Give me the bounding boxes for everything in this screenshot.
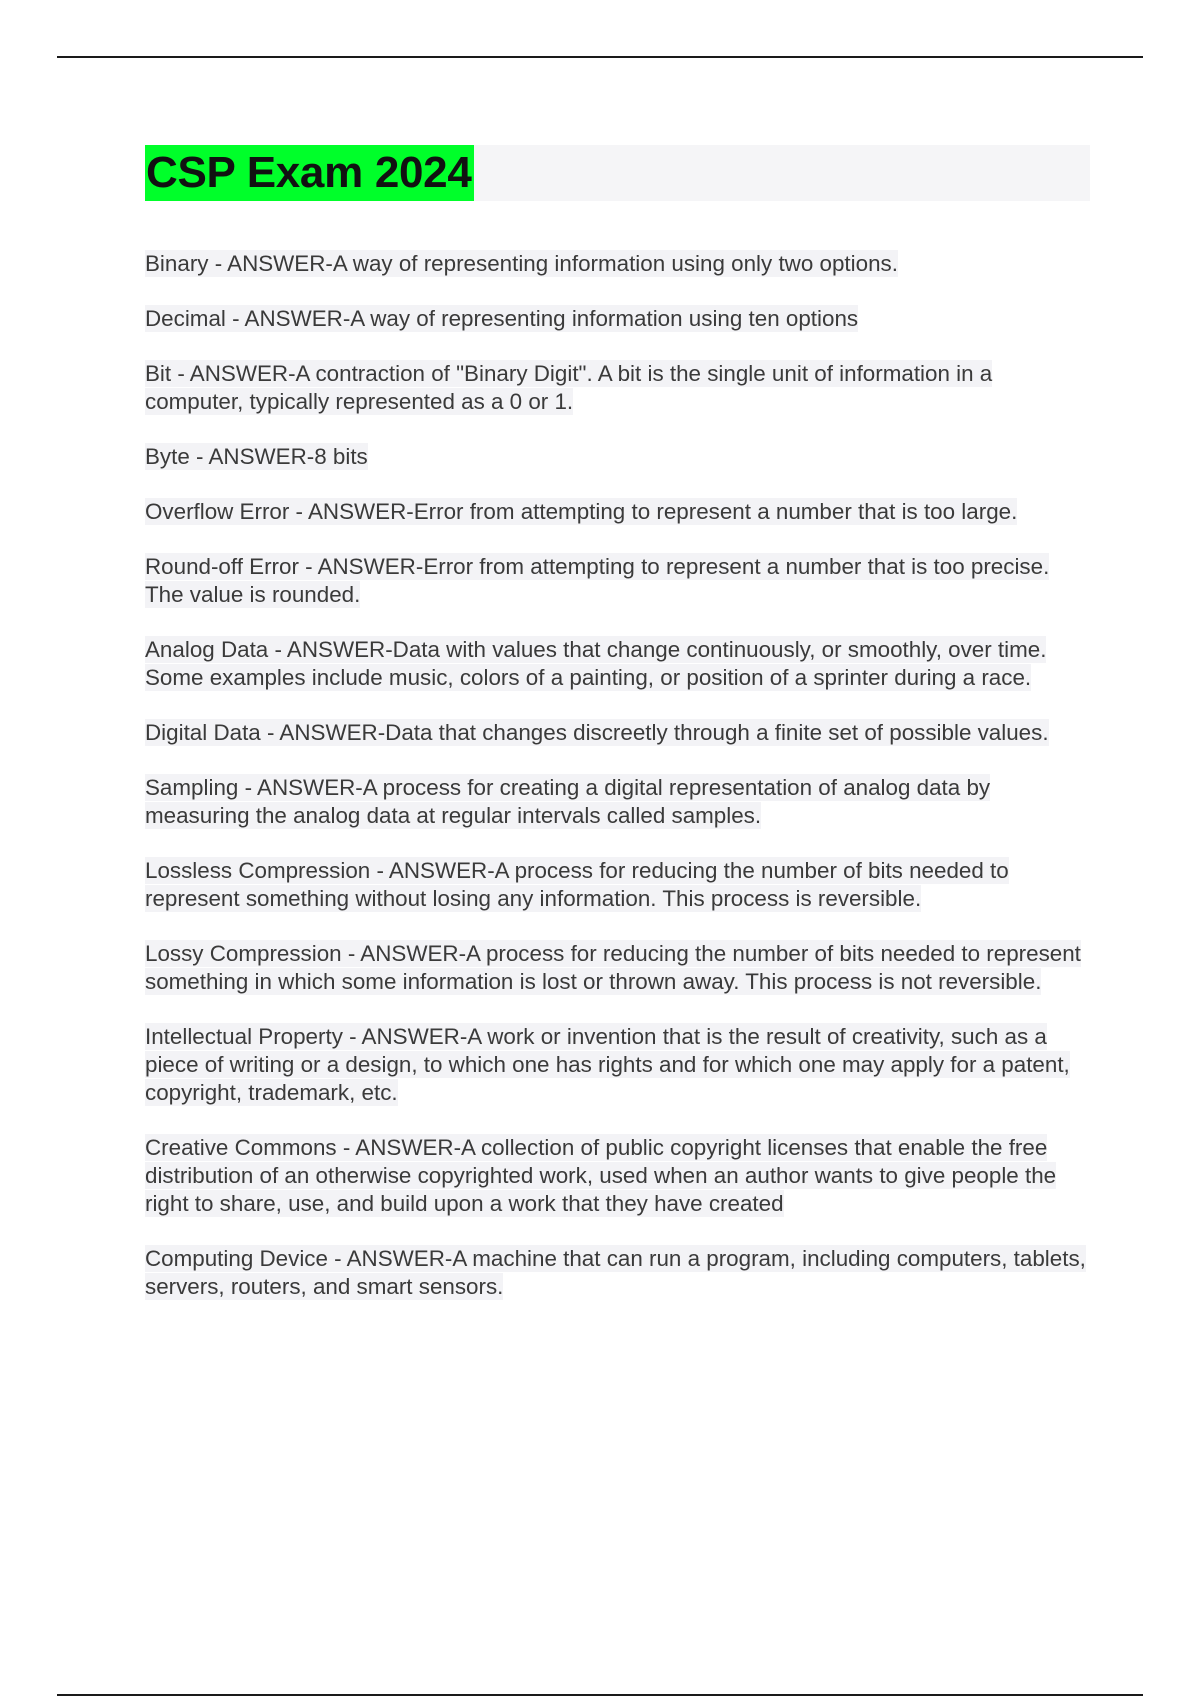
- entry-separator: - ANSWER-: [238, 775, 363, 800]
- entry-term: Byte: [145, 444, 190, 469]
- entry-answer: Error from attempting to represent a number that is too large.: [413, 499, 1018, 524]
- entry-term: Lossless Compression: [145, 858, 371, 883]
- entry-lossy-compression: [145, 940, 1090, 996]
- entry-term: Overflow Error: [145, 499, 290, 524]
- entry-separator: - ANSWER-: [260, 720, 386, 745]
- entry-analog-data: [145, 636, 1090, 692]
- entry-separator: - ANSWER-: [171, 361, 296, 386]
- entry-term: Creative Commons: [145, 1135, 337, 1160]
- entry-binary: [145, 250, 1090, 278]
- entry-overflow-error: [145, 498, 1090, 526]
- entry-bit: [145, 360, 1090, 416]
- entry-sampling: [145, 774, 1090, 830]
- entry-round-off-error: [145, 553, 1090, 609]
- entry-term: Digital Data: [145, 720, 261, 745]
- title-bar: [145, 145, 1090, 201]
- entry-separator: - ANSWER-: [342, 1024, 468, 1049]
- entry-lossless-compression: [145, 857, 1090, 913]
- entry-separator: - ANSWER-: [289, 499, 414, 524]
- entry-separator: - ANSWER-: [298, 554, 424, 579]
- bottom-rule: [57, 1694, 1143, 1696]
- entry-answer: A contraction of "Binary Digit". A bit is the single unit of information in a computer, typically represented as a 0 or 1.: [145, 361, 993, 414]
- entry-term: Computing Device: [145, 1246, 328, 1271]
- entry-separator: - ANSWER-: [370, 858, 495, 883]
- entry-term: Binary: [145, 251, 209, 276]
- entry-answer: 8 bits: [314, 444, 368, 469]
- entry-answer: A machine that can run a program, including computers, tablets, servers, routers, and smart sensors.: [145, 1246, 1086, 1299]
- entry-term: Analog Data: [145, 637, 269, 662]
- entry-computing-device: [145, 1245, 1090, 1301]
- entry-answer: A collection of public copyright licenses that enable the free distribution of an otherwise copyrighted work, used when an author wants to give people the right to share, use, and build upon a work that they have created: [145, 1135, 1057, 1216]
- entry-term: Sampling: [145, 775, 239, 800]
- entry-separator: - ANSWER-: [268, 637, 393, 662]
- entry-decimal: [145, 305, 1090, 333]
- entry-separator: - ANSWER-: [189, 444, 315, 469]
- entry-answer: A process for reducing the number of bits needed to represent something without losing any information. This process is reversible.: [145, 858, 1009, 911]
- entry-answer: A process for creating a digital representation of analog data by measuring the analog data at regular intervals called samples.: [145, 775, 991, 828]
- entry-answer: A work or invention that is the result of creativity, such as a piece of writing or a design, to which one has rights and for which one may apply for a patent, copyright, trademark, etc.: [145, 1024, 1070, 1105]
- entry-separator: - ANSWER-: [208, 251, 333, 276]
- entry-term: Round-off Error: [145, 554, 299, 579]
- top-rule: [57, 56, 1143, 58]
- entry-answer: A process for reducing the number of bits needed to represent something in which some information is lost or thrown away. This process is not reversible.: [145, 941, 1081, 994]
- entry-separator: - ANSWER-: [336, 1135, 462, 1160]
- entry-answer: Data that changes discreetly through a finite set of possible values.: [385, 720, 1049, 745]
- entry-answer: Error from attempting to represent a number that is too precise. The value is rounded.: [145, 554, 1050, 607]
- entry-term: Intellectual Property: [145, 1024, 343, 1049]
- entry-list: [145, 250, 1090, 1301]
- entry-term: Lossy Compression: [145, 941, 342, 966]
- entry-separator: - ANSWER-: [341, 941, 467, 966]
- entry-answer: Data with values that change continuously, or smoothly, over time. Some examples include music, colors of a painting, or position of a sprinter during a race.: [145, 637, 1047, 690]
- entry-answer: A way of representing information using only two options.: [332, 251, 898, 276]
- entry-separator: - ANSWER-: [327, 1246, 453, 1271]
- entry-creative-commons: [145, 1134, 1090, 1218]
- entry-separator: - ANSWER-: [225, 306, 351, 331]
- entry-term: Decimal: [145, 306, 226, 331]
- document-title: CSP Exam 2024: [145, 145, 474, 201]
- document-body: [145, 145, 1090, 1328]
- entry-byte: [145, 443, 1090, 471]
- entry-answer: A way of representing information using ten options: [350, 306, 859, 331]
- entry-intellectual-property: [145, 1023, 1090, 1107]
- entry-term: Bit: [145, 361, 172, 386]
- entry-digital-data: [145, 719, 1090, 747]
